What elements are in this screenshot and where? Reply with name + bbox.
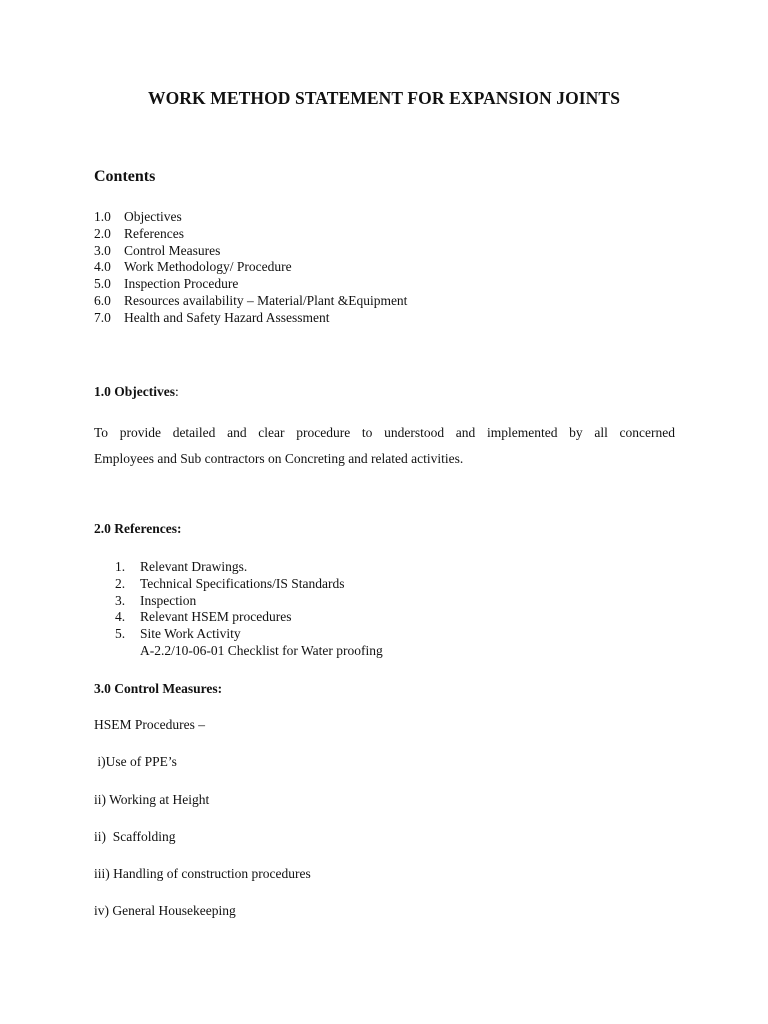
toc-item-label: Health and Safety Hazard Assessment	[124, 309, 330, 325]
toc-item	[94, 226, 407, 243]
control-measure-item: ii) Working at Height	[94, 792, 210, 807]
toc-item-number: 3.0	[94, 242, 111, 258]
objectives-paragraph-line: Employees and Sub contractors on Concreting and related activities.	[94, 451, 464, 466]
toc-item	[94, 259, 407, 276]
toc-item-number: 4.0	[94, 259, 111, 275]
control-measure-item: iv) General Housekeeping	[94, 903, 236, 918]
table-of-contents	[94, 209, 407, 327]
document-title: WORK METHOD STATEMENT FOR EXPANSION JOINTS	[147, 88, 621, 108]
list-item-label: Relevant HSEM procedures	[140, 609, 292, 625]
toc-item-label: Objectives	[124, 209, 182, 224]
control-measure-item: ii) Scaffolding	[94, 829, 176, 844]
objectives-heading-colon: :	[174, 384, 179, 399]
list-sub-item: A-2.2/10-06-01 Checklist for Water proofing	[140, 642, 383, 658]
control-measure-item: i)Use of PPE’s	[94, 754, 177, 769]
objectives-paragraph-line: To provide detailed and clear procedure to understood and implemented by all concerned	[94, 425, 675, 440]
list-item-number: 2.	[115, 575, 126, 591]
toc-item	[94, 293, 407, 310]
toc-item	[94, 243, 407, 260]
objectives-paragraph	[94, 420, 675, 472]
references-list	[115, 559, 383, 660]
toc-item-label: Control Measures	[124, 242, 221, 258]
toc-item-label: Resources availability – Material/Plant &Equipment	[124, 292, 408, 308]
toc-item-number: 7.0	[94, 309, 111, 325]
list-item-number: 1.	[115, 559, 126, 574]
list-item	[115, 626, 383, 643]
objectives-heading-text: 1.0 Objectives	[94, 384, 175, 399]
list-item-label: Inspection	[140, 592, 197, 608]
list-item-number: 3.	[115, 592, 126, 608]
toc-item-label: Work Methodology/ Procedure	[124, 259, 292, 275]
toc-item-number: 5.0	[94, 276, 111, 292]
toc-item	[94, 209, 407, 226]
toc-item-label: Inspection Procedure	[124, 276, 239, 292]
contents-heading: Contents	[94, 168, 156, 185]
toc-item-number: 1.0	[94, 209, 111, 224]
list-item-label: Technical Specifications/IS Standards	[140, 575, 345, 591]
control-measures-heading: 3.0 Control Measures:	[94, 681, 223, 696]
objectives-heading	[94, 384, 179, 400]
toc-item-label: References	[124, 225, 184, 241]
toc-item-number: 2.0	[94, 225, 111, 241]
list-item	[115, 576, 383, 593]
list-item-label: Relevant Drawings.	[140, 559, 248, 574]
list-item-label: Site Work Activity	[140, 626, 241, 642]
hsem-procedures-intro: HSEM Procedures –	[94, 717, 205, 732]
list-item-number: 4.	[115, 609, 126, 625]
toc-item-number: 6.0	[94, 292, 111, 308]
toc-item	[94, 310, 407, 327]
list-item	[115, 609, 383, 626]
list-item	[115, 593, 383, 610]
toc-item	[94, 276, 407, 293]
list-item-number: 5.	[115, 626, 126, 642]
references-heading: 2.0 References:	[94, 521, 182, 536]
control-measure-item: iii) Handling of construction procedures	[94, 866, 311, 881]
list-item	[115, 559, 383, 576]
